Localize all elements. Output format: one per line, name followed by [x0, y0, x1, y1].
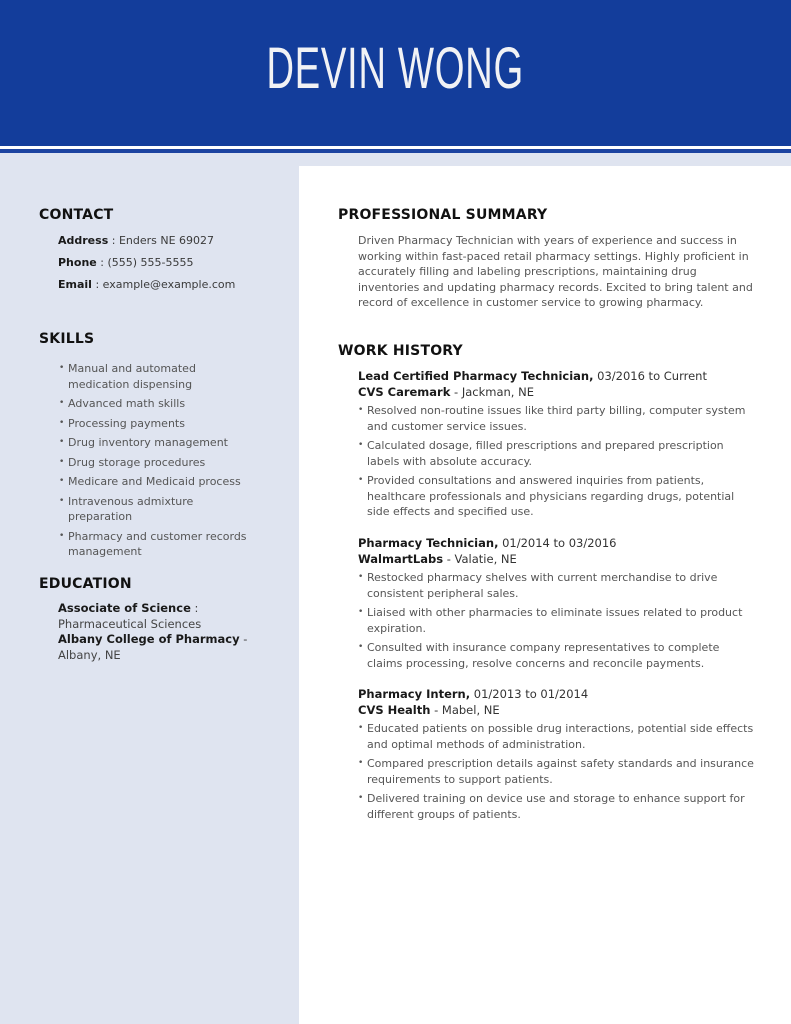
- job-title: Pharmacy Technician,: [358, 536, 499, 550]
- skill-item: • Intravenous admixture preparation: [59, 494, 249, 525]
- job-location: - Mabel, NE: [430, 703, 500, 717]
- education-school-line: [58, 632, 278, 648]
- skill-item: • Advanced math skills: [59, 396, 249, 412]
- job-company: CVS Caremark: [358, 385, 451, 399]
- phone-value: (555) 555-5555: [107, 256, 194, 269]
- contact-phone: [58, 255, 194, 270]
- education-entry: [58, 601, 278, 663]
- job-bullet: • Resolved non-routine issues like third party billing, computer system and customer service issues.: [358, 403, 758, 434]
- header-banner: [0, 0, 791, 146]
- job-entry: [358, 535, 768, 675]
- job-dates: 01/2014 to 03/2016: [498, 536, 617, 550]
- education-heading: EDUCATION: [39, 576, 132, 592]
- job-company-line: [358, 551, 768, 567]
- job-company-line: [358, 702, 768, 718]
- email-value[interactable]: example@example.com: [102, 278, 236, 291]
- job-bullet: • Liaised with other pharmacies to eliminate issues related to product expiration.: [358, 605, 758, 636]
- education-degree-line: [58, 601, 278, 617]
- candidate-name-text: DEVIN WONG: [266, 36, 525, 101]
- job-bullet: • Provided consultations and answered inquiries from patients, healthcare professionals and physicians regarding drugs, potential side effects and specified use.: [358, 473, 758, 520]
- job-bullets: [358, 721, 758, 822]
- email-label: Email: [58, 278, 92, 291]
- job-bullet: • Delivered training on device use and storage to enhance support for different groups of patients.: [358, 791, 758, 822]
- work-history-heading: WORK HISTORY: [338, 343, 463, 359]
- skill-item: • Drug inventory management: [59, 435, 249, 451]
- job-bullet: • Compared prescription details against safety standards and insurance requirements to support patients.: [358, 756, 758, 787]
- job-bullets: [358, 570, 758, 671]
- job-title-line: [358, 535, 768, 551]
- address-separator: :: [108, 234, 119, 247]
- degree-separator: :: [190, 601, 199, 615]
- job-company: CVS Health: [358, 703, 431, 717]
- job-title: Pharmacy Intern,: [358, 687, 471, 701]
- address-value: Enders NE 69027: [118, 234, 215, 247]
- school-name: Albany College of Pharmacy: [58, 632, 240, 646]
- job-title: Lead Certified Pharmacy Technician,: [358, 369, 594, 383]
- skill-item: • Drug storage procedures: [59, 455, 249, 471]
- candidate-name: [0, 38, 791, 100]
- job-title-line: [358, 368, 768, 384]
- skill-item: • Medicare and Medicaid process: [59, 474, 249, 490]
- job-title-line: [358, 686, 768, 702]
- address-label: Address: [58, 234, 109, 247]
- summary-text: Driven Pharmacy Technician with years of experience and success in working within fast-paced retail pharmacy settings. Highly proficient in accurately filling and labeling prescriptions, maintaining drug inventories and updating pharmacy records. Excited to bring talent and record of excellence in customer service to growing pharmacy.: [358, 234, 753, 309]
- contact-address: [58, 233, 214, 248]
- phone-separator: :: [96, 256, 108, 269]
- email-separator: :: [91, 278, 103, 291]
- field-of-study: Pharmaceutical Sciences: [58, 616, 202, 631]
- skills-list: [59, 361, 249, 564]
- job-company: WalmartLabs: [358, 552, 444, 566]
- contact-heading: CONTACT: [39, 207, 114, 223]
- job-bullet: • Consulted with insurance company representatives to complete claims processing, resolve concerns and reconcile payments.: [358, 640, 758, 671]
- job-entry: [358, 368, 768, 524]
- skills-heading: SKILLS: [39, 331, 95, 347]
- skill-item: • Processing payments: [59, 416, 249, 432]
- job-company-line: [358, 384, 768, 400]
- job-bullet: • Restocked pharmacy shelves with current merchandise to drive consistent peripheral sales.: [358, 570, 758, 601]
- school-location: Albany, NE: [58, 647, 121, 662]
- summary-heading: PROFESSIONAL SUMMARY: [338, 207, 548, 223]
- contact-email: [58, 277, 235, 292]
- job-location: - Jackman, NE: [450, 385, 534, 399]
- skill-item: • Manual and automated medication dispensing: [59, 361, 249, 392]
- job-entry: [358, 686, 768, 826]
- phone-label: Phone: [58, 256, 97, 269]
- degree-name: Associate of Science: [58, 601, 191, 615]
- skill-item: • Pharmacy and customer records management: [59, 529, 249, 560]
- job-bullet: • Calculated dosage, filled prescriptions and prepared prescription labels with absolute accuracy.: [358, 438, 758, 469]
- job-location: - Valatie, NE: [443, 552, 517, 566]
- job-bullet: • Educated patients on possible drug interactions, potential side effects and optimal methods of administration.: [358, 721, 758, 752]
- job-bullets: [358, 403, 758, 520]
- job-dates: 03/2016 to Current: [593, 369, 707, 383]
- school-separator: -: [239, 632, 248, 646]
- job-dates: 01/2013 to 01/2014: [470, 687, 589, 701]
